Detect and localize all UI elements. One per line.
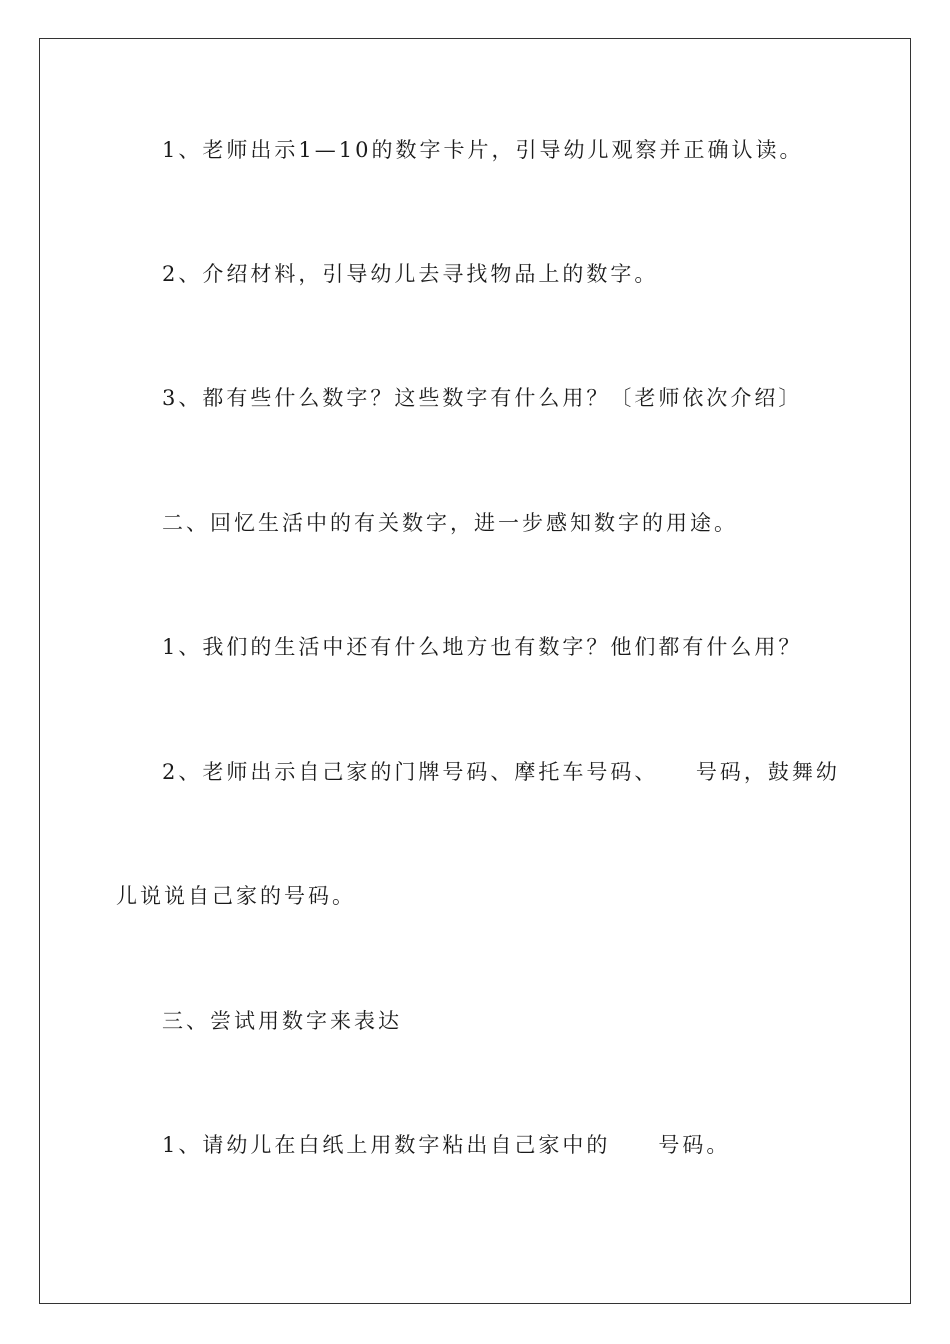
paragraph-line-6-continued: 儿说说自己家的号码。	[116, 884, 356, 908]
section-heading-3: 三、尝试用数字来表达	[162, 1009, 402, 1033]
paragraph-line-5: 1、我们的生活中还有什么地方也有数字？他们都有什么用？	[162, 635, 803, 659]
paragraph-line-6: 2、老师出示自己家的门牌号码、摩托车号码、 号码，鼓舞幼	[162, 760, 840, 784]
section-heading-2: 二、回忆生活中的有关数字，进一步感知数字的用途。	[162, 511, 738, 535]
paragraph-line-3: 3、都有些什么数字？这些数字有什么用？〔老师依次介绍〕	[162, 386, 803, 410]
paragraph-line-1: 1、老师出示1—10的数字卡片，引导幼儿观察并正确认读。	[162, 138, 804, 162]
paragraph-line-2: 2、介绍材料，引导幼儿去寻找物品上的数字。	[162, 262, 659, 286]
paragraph-line-9: 1、请幼儿在白纸上用数字粘出自己家中的 号码。	[162, 1133, 731, 1157]
page-border	[39, 38, 911, 1304]
